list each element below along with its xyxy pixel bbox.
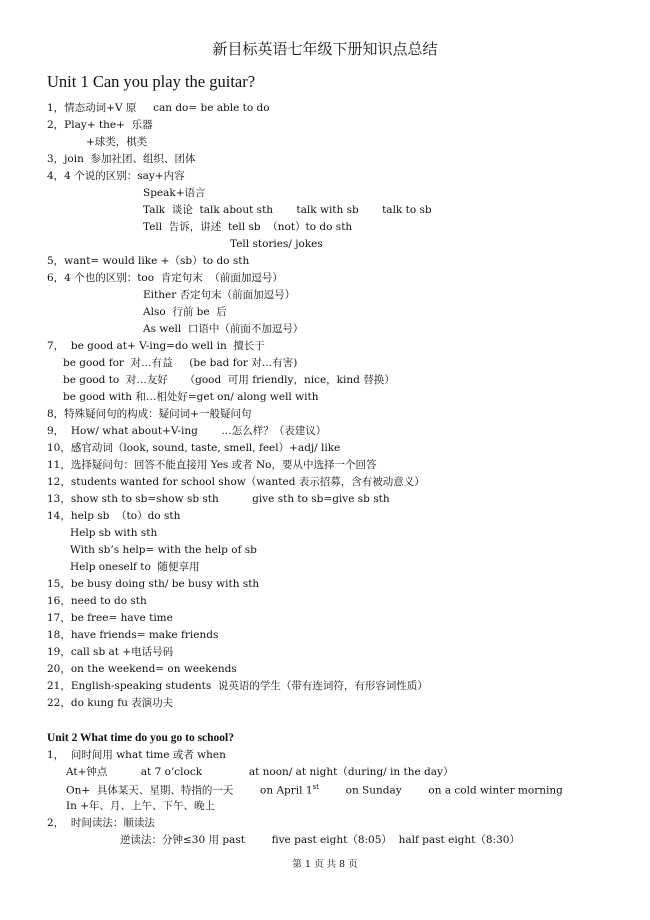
page-footer: 第 1 页 共 8 页 [292,859,358,870]
note-line: 10，感官动词（look, sound, taste, smell, feel）+adj/ like [47,442,341,454]
note-line: +球类，棋类 [86,136,148,148]
note-line: 5，want= would like +（sb）to do sth [47,255,250,267]
note-line: 13，show sth to sb=show sb sth give sth to sb=give sb sth [47,493,390,505]
note-line: 15，be busy doing sth/ be busy with sth [47,578,260,590]
note-line: 6，4 个也的区别：too 肯定句末 （前面加逗号） [47,272,283,284]
note-line: Tell stories/ jokes [230,238,323,250]
note-line: Help sb with sth [70,527,158,539]
note-line: 14，help sb （to）do sth [47,510,181,522]
note-line: Help oneself to 随便享用 [70,561,200,573]
unit2-heading: Unit 2 What time do you go to school? [47,732,234,744]
note-line: In +年、月、上午、下午、晚上 [66,800,216,812]
note-line: 12，students wanted for school show（wanted 表示招募，含有被动意义） [47,476,425,488]
note-line: Also 行前 be 后 [143,306,227,318]
note-line: Speak+语言 [143,187,206,199]
note-line: 16，need to do sth [47,595,147,607]
note-line: 7， be good at+ V-ing=do well in 擅长于 [47,340,265,352]
document-title: 新目标英语七年级下册知识点总结 [212,40,438,58]
note-line: be good with 和…相处好=get on/ along well with [63,391,319,403]
note-line: 11，选择疑问句：回答不能直接用 Yes 或者 No，要从中选择一个回答 [47,459,377,471]
note-line: Tell 告诉，讲述 tell sb （not）to do sth [143,221,353,233]
note-line: 17，be free= have time [47,612,173,624]
note-line: 8，特殊疑问句的构成：疑问词+一般疑问句 [47,408,252,420]
note-line: 4，4 个说的区别：say+内容 [47,170,185,182]
note-line: 3，join 参加社团、组织、团体 [47,153,196,165]
note-line: 逆读法：分钟≤30 用 past five past eight（8:05） half past eight（8:30） [120,834,520,846]
note-line: 1， 问时间用 what time 或者 when [47,749,226,761]
note-line: 2， 时间读法：顺读法 [47,817,155,829]
note-line: be good for 对…有益 (be bad for 对…有害) [63,357,298,369]
note-line: 20，on the weekend= on weekends [47,663,237,675]
note-line: 1，情态动词+V 原 can do= be able to do [47,102,270,114]
note-line: Talk 谈论 talk about sth talk with sb talk to sb [143,204,432,216]
note-line: 9， How/ what about+V-ing …怎么样？（表建议） [47,425,327,437]
note-line: On+ 具体某天、星期、特指的一天 on April 1st on Sunday on a cold winter morning [66,783,563,797]
note-line: 18，have friends= make friends [47,629,219,641]
note-line: At+钟点 at 7 o’clock at noon/ at night（during/ in the day） [66,766,454,778]
note-line: 21，English-speaking students 说英语的学生（带有连词符，有形容词性质） [47,680,428,692]
note-line: be good to 对…友好 （good 可用 friendly，nice，kind 替换） [63,374,395,386]
unit1-heading: Unit 1 Can you play the guitar? [47,72,256,91]
note-line: 22，do kung fu 表演功夫 [47,697,174,709]
note-line: As well 口语中（前面不加逗号） [143,323,304,335]
note-line: With sb’s help= with the help of sb [70,544,257,556]
note-line: 2，Play+ the+ 乐器 [47,119,153,131]
note-line: Either 否定句末（前面加逗号） [143,289,296,301]
note-line: 19，call sb at +电话号码 [47,646,174,658]
